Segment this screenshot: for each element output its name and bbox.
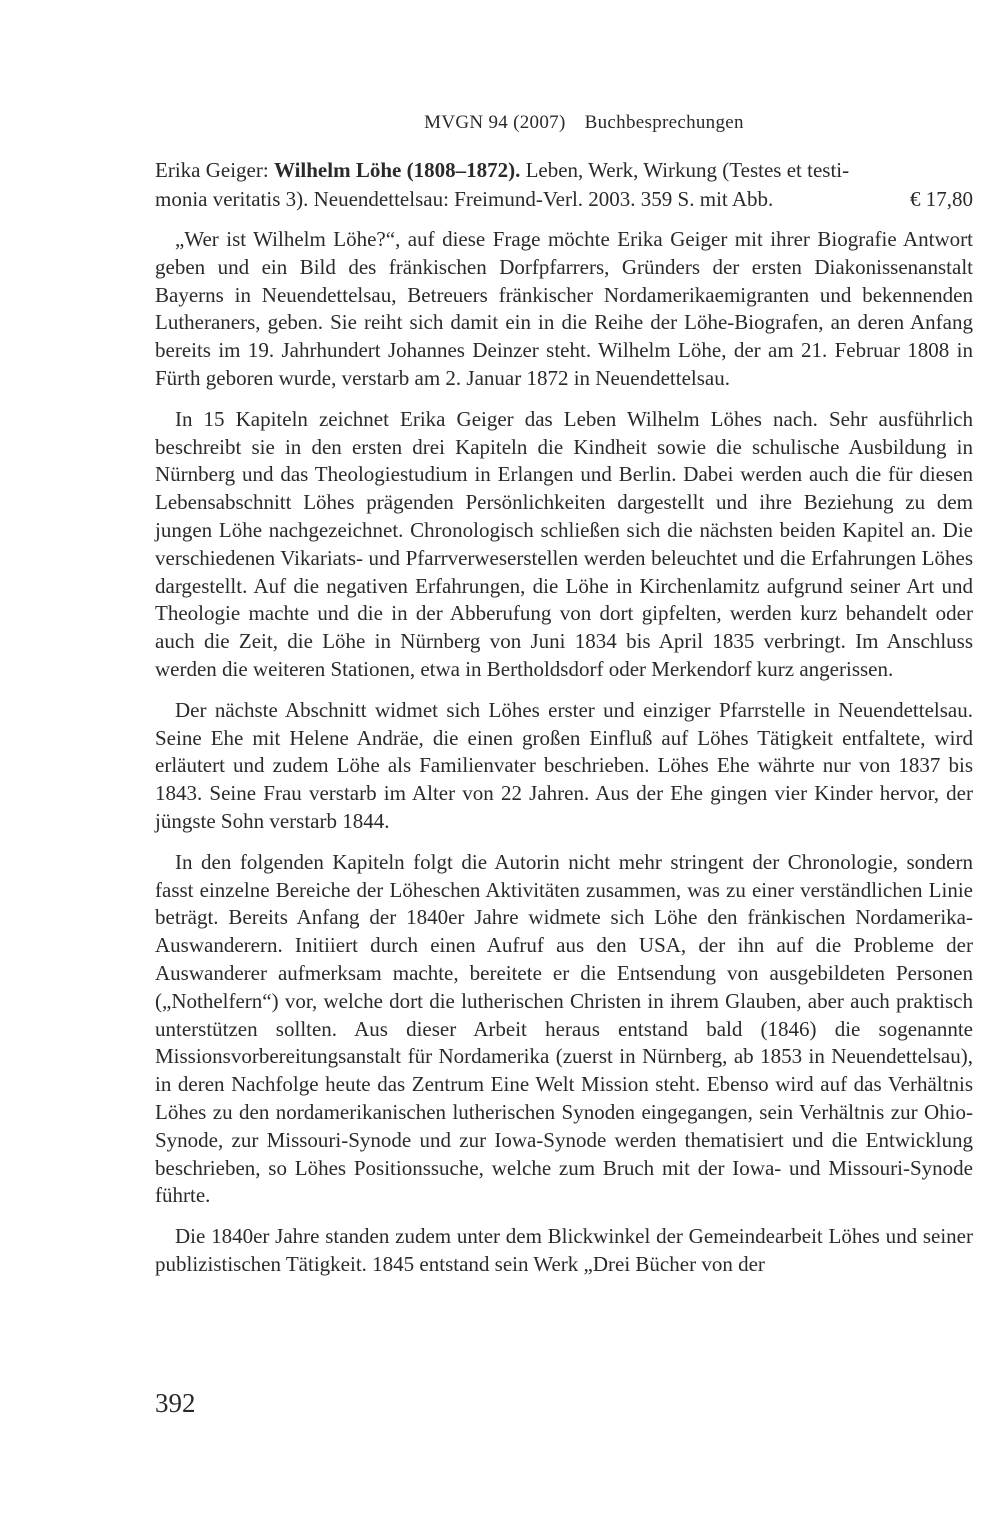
- citation-line-2: [155, 185, 973, 214]
- paragraph: „Wer ist Wilhelm Löhe?“, auf diese Frage möchte Erika Geiger mit ihrer Biografie Antwort geben und ein Bild des fränkischen Dorfpfarrers, Gründers der ersten Diakonissenanstalt Bayerns in Neuendettelsau, Betreuers fränkischer Nordamerikaemigranten und bekennenden Lutheraners, geben. Sie reiht sich damit ein in die Reihe der Löhe-Biografen, an deren Anfang bereits im 19. Jahrhundert Johannes Deinzer steht. Wilhelm Löhe, der am 21. Februar 1808 in Fürth geboren wurde, verstarb am 2. Januar 1872 in Neuendettelsau.: [155, 227, 973, 390]
- journal-reference: MVGN 94 (2007): [424, 112, 566, 133]
- section-title: Buchbesprechungen: [584, 112, 744, 133]
- citation-line-1: [155, 156, 973, 185]
- citation-publication: monia veritatis 3). Neuendettelsau: Freimund-Verl. 2003. 359 S. mit Abb.: [155, 187, 774, 211]
- citation-title: Wilhelm Löhe (1808–1872).: [273, 158, 521, 182]
- citation-price: € 17,80: [910, 187, 973, 211]
- paragraph: In den folgenden Kapiteln folgt die Autorin nicht mehr stringent der Chronologie, sondern fasst einzelne Bereiche der Löheschen Aktivitäten zusammen, was zu einer verständlichen Linie beträgt. Bereits Anfang der 1840er Jahre widmete sich Löhe den fränkischen Nordamerika-Auswanderern. Initiiert durch einen Aufruf aus den USA, der ihn auf die Probleme der Auswanderer aufmerksam machte, bereitete er die Entsendung von ausgebildeten Personen („Nothelfern“) vor, welche dort die lutherischen Christen in ihrem Glauben, aber auch praktisch unterstützen sollten. Aus dieser Arbeit heraus entstand bald (1846) die sogenannte Missionsvorbereitungsanstalt für Nordamerika (zuerst in Nürnberg, ab 1853 in Neuendettelsau), in deren Nachfolge heute das Zentrum Eine Welt Mission steht. Ebenso wird auf das Verhältnis Löhes zu den nordamerikanischen lutherischen Synoden eingegangen, sein Verhältnis zur Ohio-Synode, zur Missouri-Synode und zur Iowa-Synode werden thematisiert und die Entwicklung beschrieben, so Löhes Positionssuche, welche zum Bruch mit der Iowa- und Missouri-Synode führte.: [155, 849, 973, 1208]
- page-number: 392: [155, 1388, 196, 1418]
- citation-author: Erika Geiger:: [155, 158, 274, 182]
- review-body: [155, 226, 973, 1292]
- paragraph: In 15 Kapiteln zeichnet Erika Geiger das Leben Wilhelm Löhes nach. Sehr ausführlich beschreibt sie in den ersten drei Kapiteln die Kindheit sowie die schulische Ausbildung in Nürnberg und das Theologiestudium in Erlangen und Berlin. Dabei werden auch die für diesen Lebensabschnitt Löhes prägenden Persönlichkeiten dargestellt und ihre Beziehung zu dem jungen Löhe nachgezeichnet. Chronologisch schließen sich die nächsten beiden Kapitel an. Die verschiedenen Vikariats- und Pfarrverweserstellen werden beleuchtet und die Erfahrungen Löhes dargestellt. Auf die negativen Erfahrungen, die Löhe in Kirchenlamitz aufgrund seiner Art und Theologie machte und die in der Abberufung von dort gipfelten, werden kurz behandelt oder auch die Zeit, die Löhe in Nürnberg von Juni 1834 bis April 1835 verbringt. Im Anschluss werden die weiteren Stationen, etwa in Bertholdsdorf oder Merkendorf kurz angerissen.: [155, 406, 973, 681]
- paragraph: Der nächste Abschnitt widmet sich Löhes erster und einziger Pfarrstelle in Neuendettelsau. Seine Ehe mit Helene Andräe, die einen großen Einfluß auf Löhes Tätigkeit entfaltete, wird erläutert und zudem Löhe als Familienvater beschrieben. Löhes Ehe währte nur von 1837 bis 1843. Seine Frau verstarb im Alter von 22 Jahren. Aus der Ehe gingen vier Kinder hervor, der jüngste Sohn verstarb 1844.: [155, 697, 973, 833]
- book-citation: [155, 156, 973, 214]
- running-head: [155, 112, 973, 134]
- citation-subtitle: Leben, Werk, Wirkung (Testes et testi-: [520, 158, 850, 182]
- paragraph: Die 1840er Jahre standen zudem unter dem Blickwinkel der Gemeindearbeit Löhes und seiner publizistischen Tätigkeit. 1845 entstand sein Werk „Drei Bücher von der: [155, 1224, 973, 1276]
